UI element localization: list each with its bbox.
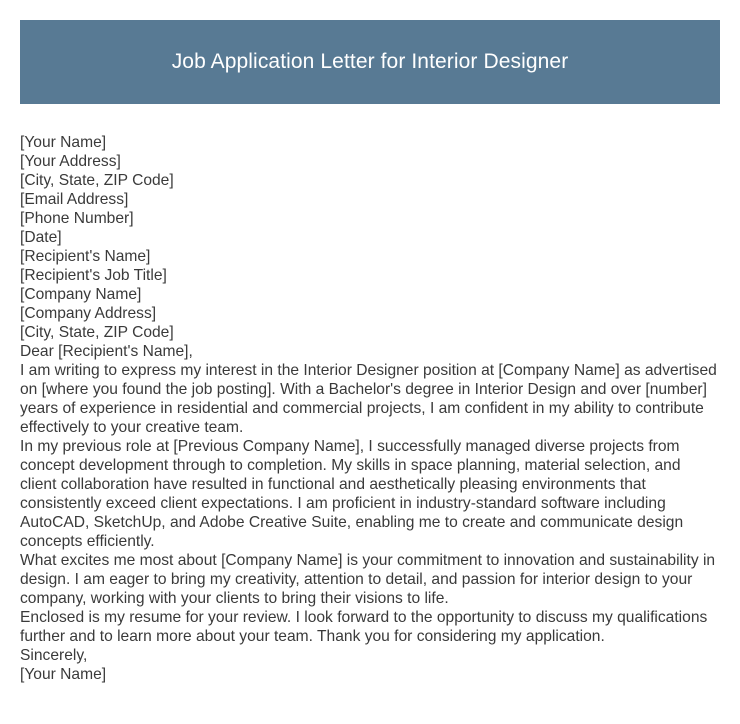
sender-city-state-zip: [City, State, ZIP Code] xyxy=(20,172,174,189)
recipient-company-address: [Company Address] xyxy=(20,305,157,322)
recipient-city-state-zip: [City, State, ZIP Code] xyxy=(20,324,174,341)
recipient-company: [Company Name] xyxy=(20,286,142,303)
sender-name: [Your Name] xyxy=(20,134,107,151)
letter-date: [Date] xyxy=(20,229,62,246)
body-paragraph-1: I am writing to express my interest in the Interior Designer position at [Company Name] as advertised on [where you found the job posting]. With a Bachelor's degree in Interior Design and over [number] years of experience in residential and commercial projects, I am confident in my ability to contribute effectively to your creative team. xyxy=(20,362,717,436)
signature-name: [Your Name] xyxy=(20,666,107,683)
salutation: Dear [Recipient's Name], xyxy=(20,343,193,360)
closing: Sincerely, xyxy=(20,647,88,664)
sender-email: [Email Address] xyxy=(20,191,129,208)
recipient-name: [Recipient's Name] xyxy=(20,248,151,265)
body-paragraph-3: What excites me most about [Company Name] is your commitment to innovation and sustainability in design. I am eager to bring my creativity, attention to detail, and passion for interior design to your company, working with your clients to bring their visions to life. xyxy=(20,552,716,607)
recipient-job-title: [Recipient's Job Title] xyxy=(20,267,167,284)
page-title: Job Application Letter for Interior Designer xyxy=(171,50,569,73)
body-paragraph-2: In my previous role at [Previous Company Name], I successfully managed diverse projects from concept development through to completion. My skills in space planning, material selection, and client collaboration have resulted in functional and aesthetically pleasing environments that consistently exceed client expectations. I am proficient in industry-standard software including AutoCAD, SketchUp, and Adobe Creative Suite, enabling me to create and communicate design concepts efficiently. xyxy=(20,438,684,550)
sender-address: [Your Address] xyxy=(20,153,121,170)
sender-phone: [Phone Number] xyxy=(20,210,134,227)
body-paragraph-4: Enclosed is my resume for your review. I look forward to the opportunity to discuss my qualifications further and to learn more about your team. Thank you for considering my application. xyxy=(20,609,708,645)
title-banner xyxy=(20,20,720,104)
letter-body xyxy=(20,133,720,684)
